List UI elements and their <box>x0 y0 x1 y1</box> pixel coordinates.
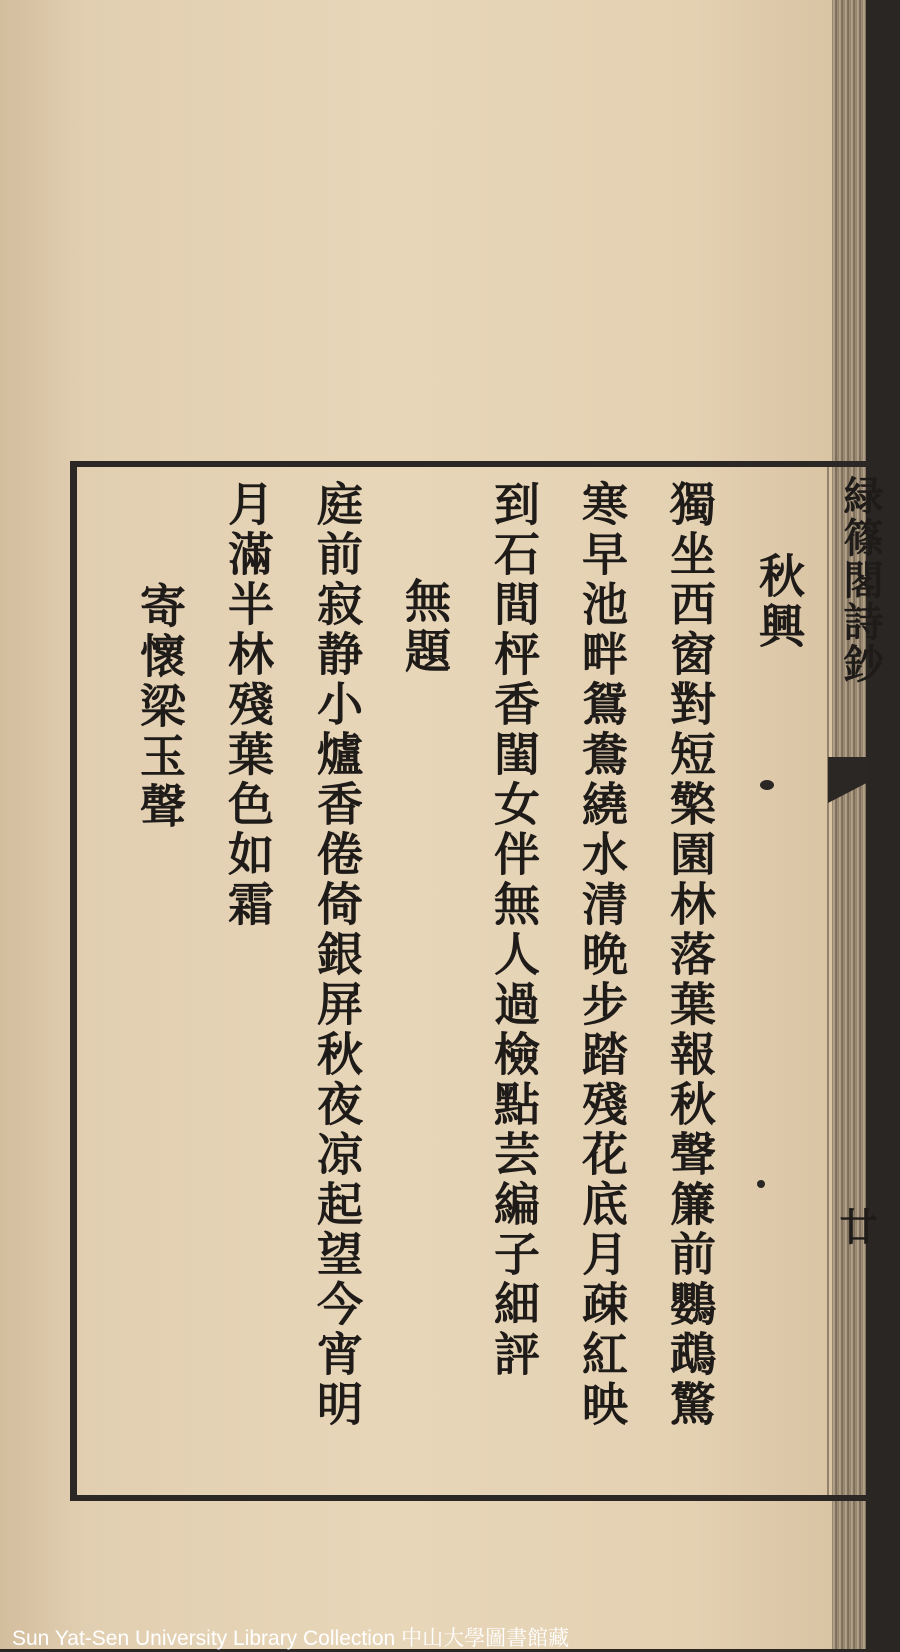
ink-spot <box>757 1180 765 1188</box>
poem-title: 寄懷梁玉聲 <box>133 582 187 832</box>
poem-line: 獨坐西窗對短檠園林落葉報秋聲簾前鸚鵡驚 <box>663 480 717 1430</box>
center-column <box>828 467 884 1497</box>
poem-line: 到石間枰香閨女伴無人過檢點芸編子細評 <box>487 480 541 1380</box>
poem-title: 無題 <box>398 577 452 677</box>
poem-line: 月滿半林殘葉色如霜 <box>221 480 275 930</box>
poem-line: 庭前寂静小爐香倦倚銀屏秋夜凉起望今宵明 <box>310 480 364 1430</box>
fishtail-mark <box>828 757 868 803</box>
poem-line: 寒早池畔鴛鴦繞水清晩步踏殘花底月疎紅映 <box>575 480 629 1430</box>
poem-title: 秋興 <box>752 552 806 652</box>
library-credit: Sun Yat-Sen University Library Collection 中山大學圖書館藏 <box>12 1627 570 1650</box>
book-title: 緑篠閣詩鈔 <box>837 475 884 685</box>
text-frame <box>70 461 870 1501</box>
ink-spot <box>760 780 774 790</box>
folio-number: 廿 <box>833 1207 878 1245</box>
